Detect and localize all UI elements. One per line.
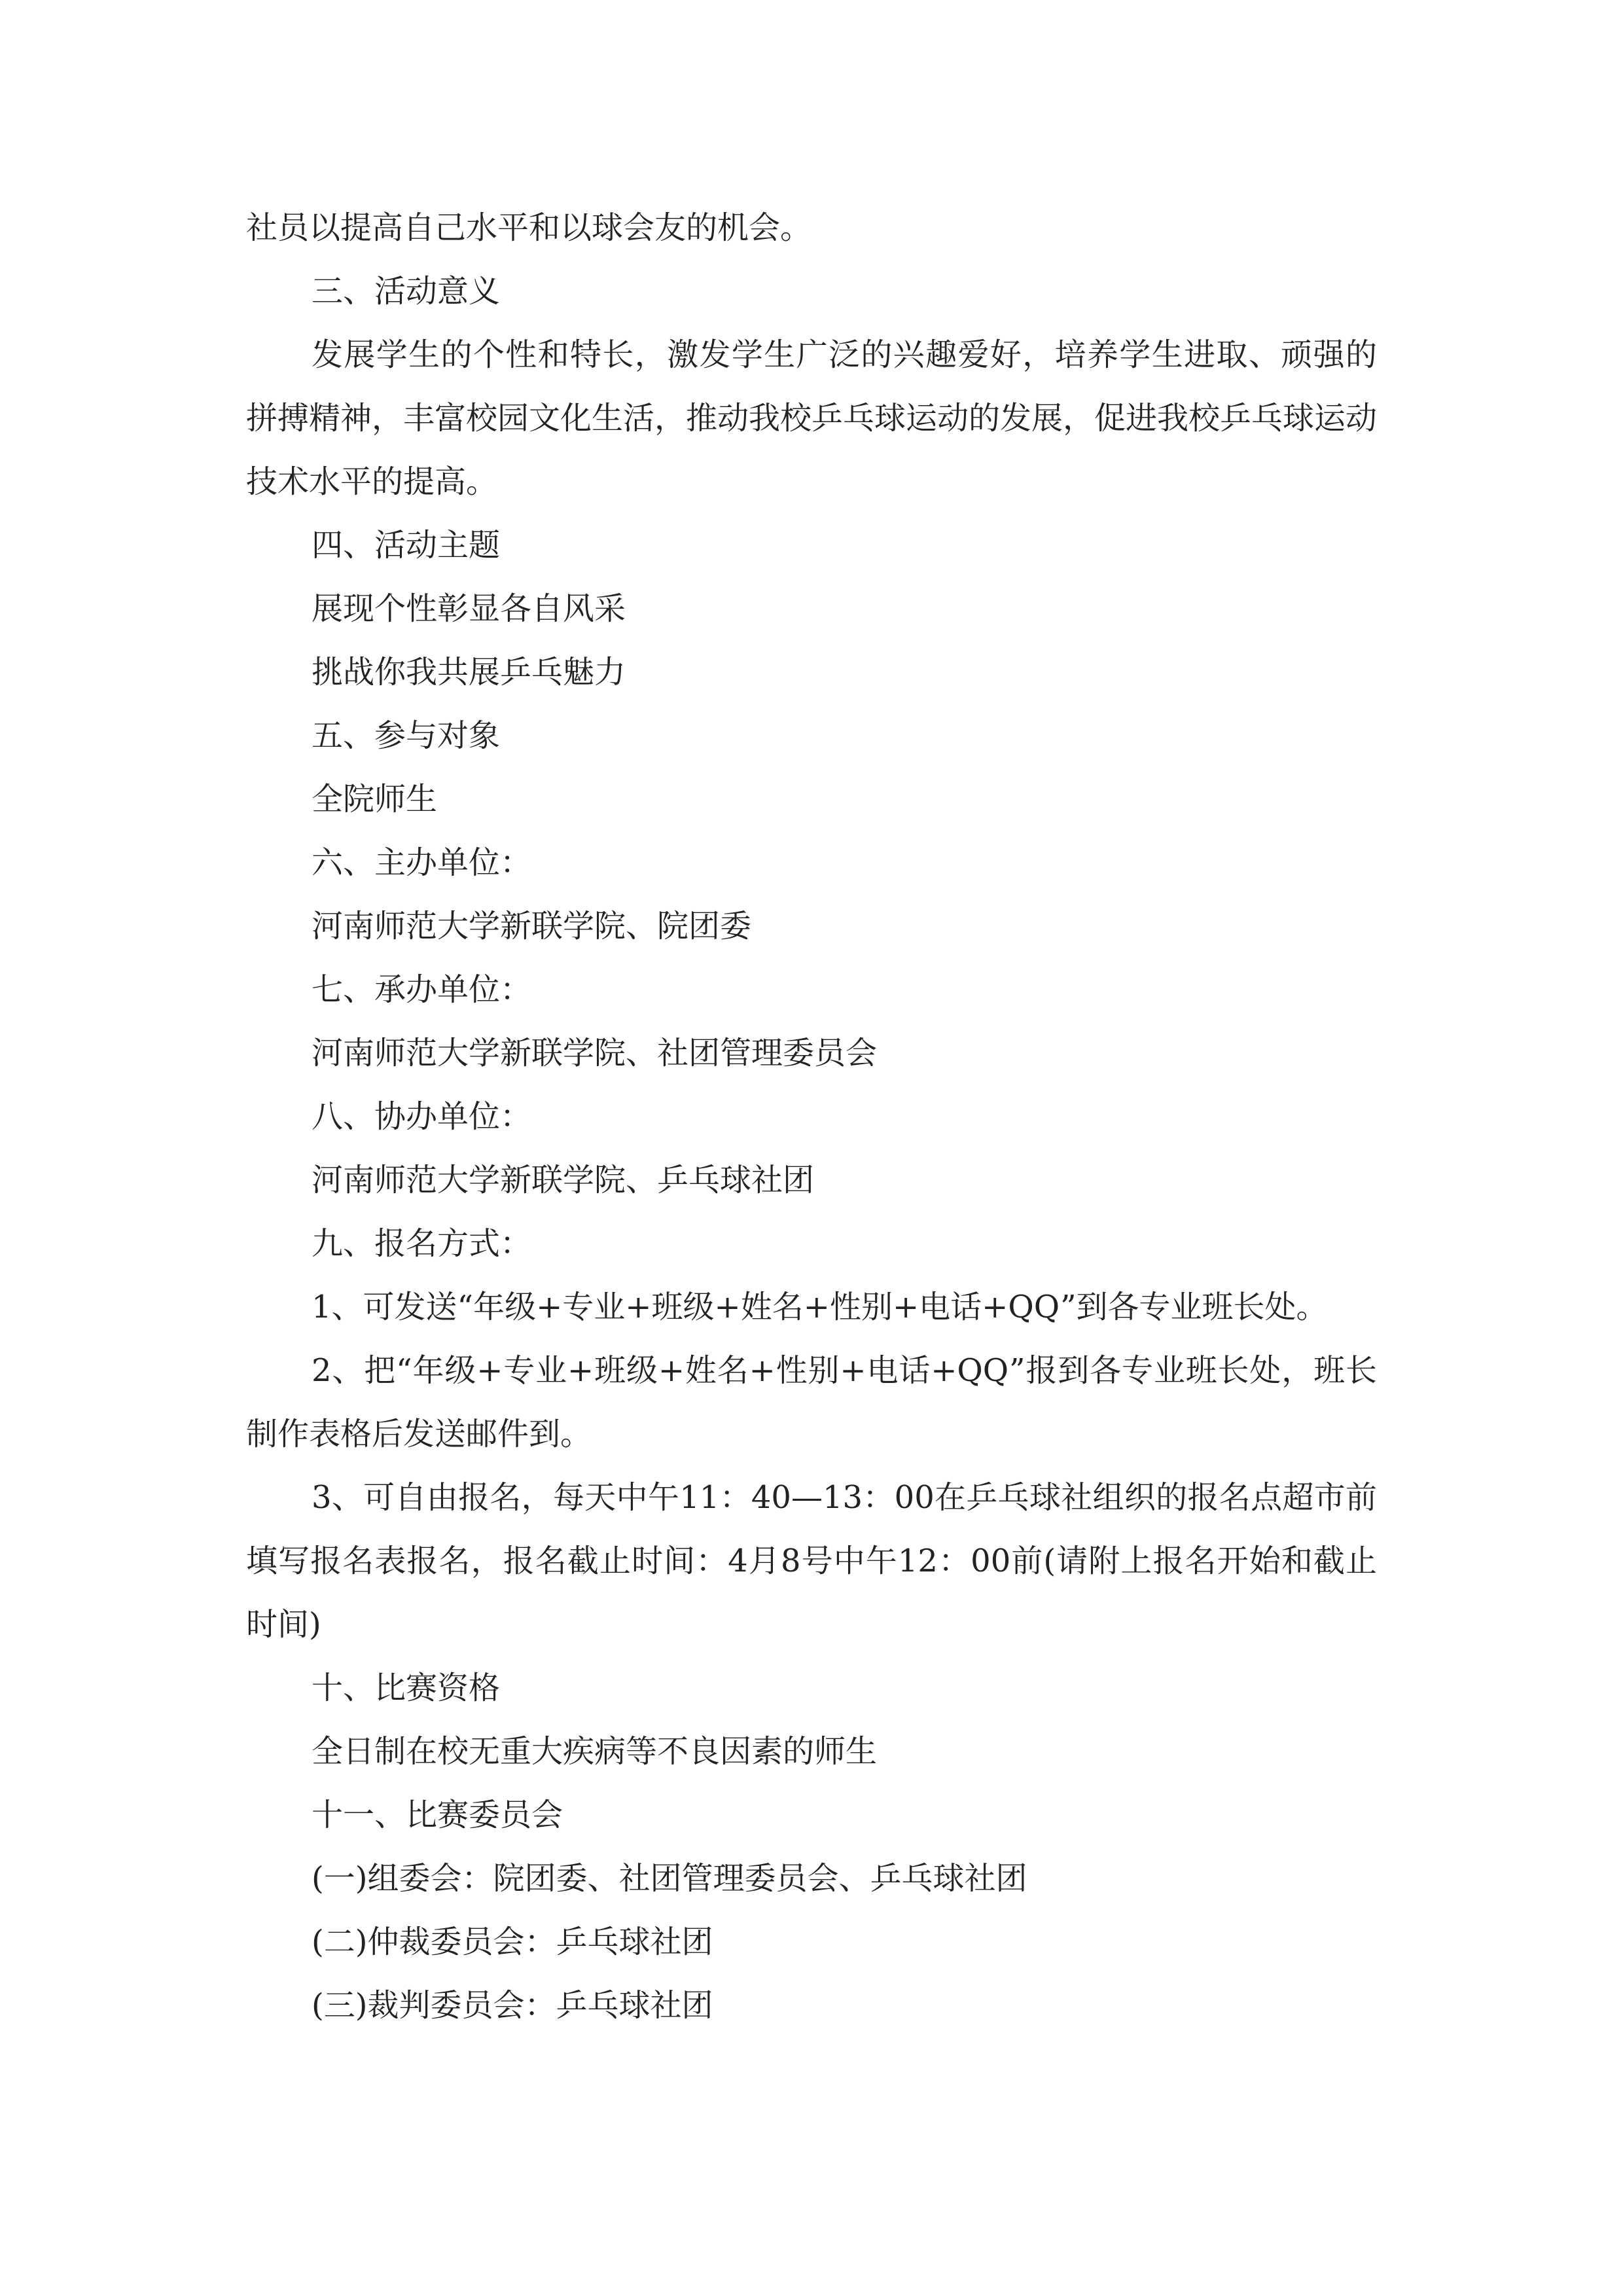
- section-heading-eligibility: 十、比赛资格: [312, 1670, 501, 1706]
- section-heading-co-organizer: 八、协办单位：: [312, 1098, 532, 1135]
- section-heading-organizer: 七、承办单位：: [312, 971, 532, 1008]
- participants-text: 全院师生: [312, 781, 438, 817]
- paragraph-continuation: 社员以提高自己水平和以球会友的机会。: [246, 209, 812, 246]
- section-heading-activity-significance: 三、活动意义: [312, 273, 501, 310]
- theme-line-1: 展现个性彰显各自风采: [312, 590, 626, 627]
- paragraph-significance: 发展学生的个性和特长，激发学生广泛的兴趣爱好，培养学生进取、顽强的拼搏精神，丰富校园文化生活，推动我校乒乓球运动的发展，促进我校乒乓球运动技术水平的提高。: [246, 336, 1378, 500]
- organizer-text: 河南师范大学新联学院、社团管理委员会: [312, 1035, 878, 1071]
- registration-item-3: 3、可自由报名，每天中午11：40—13：00在乒乓球社组织的报名点超市前填写报名表报名，报名截止时间：4月8号中午12：00前(请附上报名开始和截止时间): [246, 1479, 1377, 1643]
- section-heading-committee: 十一、比赛委员会: [312, 1797, 563, 1833]
- document-body: [246, 196, 1377, 2037]
- registration-item-1: 1、可发送“年级+专业+班级+姓名+性别+电话+QQ”到各专业班长处。: [312, 1289, 1328, 1325]
- section-heading-activity-theme: 四、活动主题: [312, 527, 501, 564]
- committee-item-2: (二)仲裁委员会：乒乓球社团: [312, 1924, 713, 1960]
- co-organizer-text: 河南师范大学新联学院、乒乓球社团: [312, 1162, 815, 1198]
- section-heading-host: 六、主办单位：: [312, 844, 532, 881]
- committee-item-1: (一)组委会：院团委、社团管理委员会、乒乓球社团: [312, 1860, 1027, 1897]
- theme-line-2: 挑战你我共展乒乓魅力: [312, 654, 626, 691]
- eligibility-text: 全日制在校无重大疾病等不良因素的师生: [312, 1733, 878, 1770]
- registration-item-2: 2、把“年级+专业+班级+姓名+性别+电话+QQ”报到各专业班长处，班长制作表格后发送邮件到。: [246, 1352, 1377, 1452]
- section-heading-participants: 五、参与对象: [312, 717, 501, 754]
- host-text: 河南师范大学新联学院、院团委: [312, 908, 752, 944]
- committee-item-3: (三)裁判委员会：乒乓球社团: [312, 1987, 713, 2024]
- section-heading-registration: 九、报名方式：: [312, 1225, 532, 1262]
